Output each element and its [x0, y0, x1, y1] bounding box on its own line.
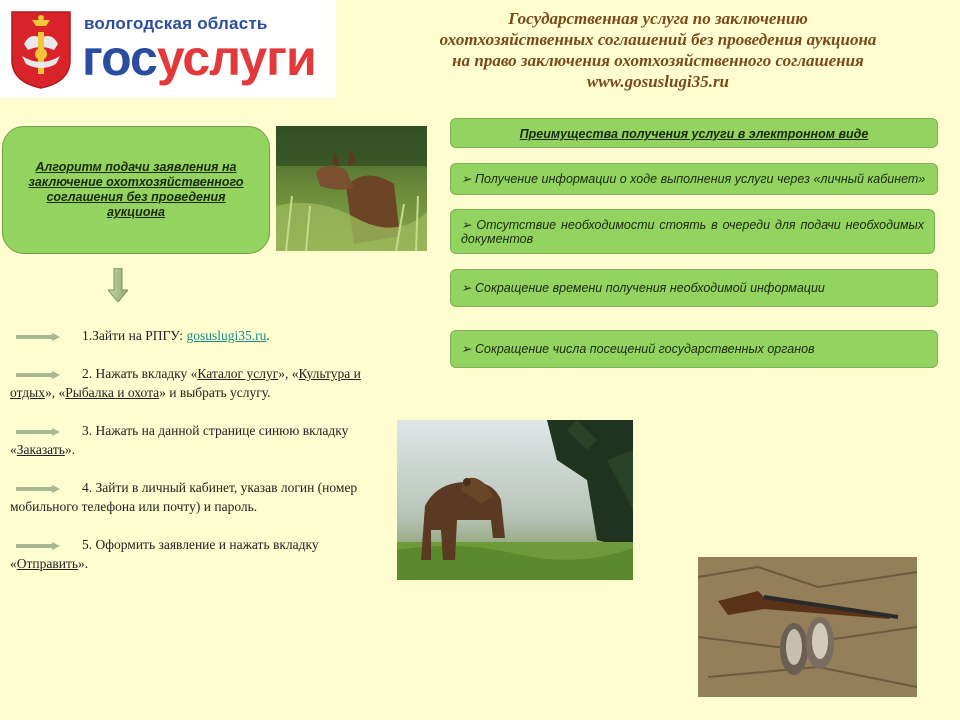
logo-region-text: вологодская область: [84, 14, 268, 33]
advantage-item: ➢ Сокращение числа посещений государственных органов: [450, 330, 938, 368]
bullet-arrow-icon: ➢: [461, 172, 472, 186]
right-arrow-icon: [16, 542, 60, 550]
right-arrow-icon: [16, 371, 60, 379]
advantage-item: ➢ Получение информации о ходе выполнения услуги через «личный кабинет»: [450, 163, 938, 195]
algorithm-heading-box: [2, 126, 270, 254]
right-arrow-icon: [16, 485, 60, 493]
step-3: 3. Нажать на данной странице синюю вкладку «Заказать».: [10, 423, 349, 457]
culture-link[interactable]: Культура и отдых: [10, 366, 361, 400]
advantages-heading: Преимущества получения услуги в электронном виде: [450, 118, 938, 148]
fishing-hunting-link[interactable]: Рыбалка и охота: [65, 385, 160, 400]
advantage-item: ➢ Отсутствие необходимости стоять в очереди для подачи необходимых документов: [450, 209, 935, 254]
right-arrow-icon: [16, 428, 60, 436]
step-2: 2. Нажать вкладку «Каталог услуг», «Культура и отдых», «Рыбалка и охота» и выбрать услугу.: [10, 366, 361, 400]
step-1: 1.Зайти на РПГУ: gosuslugi35.ru.: [10, 326, 362, 345]
algorithm-heading-text: Алгоритм подачи заявления на заключение охотхозяйственного соглашения без проведения аукциона: [28, 160, 244, 219]
gun-and-birds-photo: [698, 557, 917, 697]
bullet-arrow-icon: ➢: [461, 217, 472, 232]
send-link[interactable]: Отправить: [16, 556, 79, 571]
logo-brand-text: госуслуги: [82, 30, 316, 86]
vologda-coat-of-arms-icon: [10, 10, 72, 90]
order-link[interactable]: Заказать: [16, 442, 65, 457]
advantage-item: ➢ Сокращение времени получения необходимой информации: [450, 269, 938, 307]
title-line-2: охотхозяйственных соглашений без проведения аукциона: [439, 30, 877, 49]
page-title: [372, 8, 944, 92]
bear-photo: [397, 420, 633, 580]
gosuslugi-logo[interactable]: [0, 0, 336, 98]
title-website: www.gosuslugi35.ru: [586, 72, 730, 91]
step-4: 4. Зайти в личный кабинет, указав логин (номер мобильного телефона или почту) и пароль.: [10, 480, 358, 514]
down-arrow-icon: [108, 268, 128, 302]
title-line-1: Государственная услуга по заключению: [508, 9, 808, 28]
bullet-arrow-icon: ➢: [461, 281, 472, 295]
step-5: 5. Оформить заявление и нажать вкладку «Отправить».: [10, 537, 319, 571]
title-line-3: на право заключения охотхозяйственного соглашения: [452, 51, 864, 70]
catalog-link[interactable]: Каталог услуг: [197, 366, 279, 381]
steps-list: [10, 326, 362, 592]
bullet-arrow-icon: ➢: [461, 342, 472, 356]
gosuslugi-link[interactable]: gosuslugi35.ru: [186, 328, 267, 343]
right-arrow-icon: [16, 333, 60, 341]
moose-photo: [276, 126, 427, 251]
